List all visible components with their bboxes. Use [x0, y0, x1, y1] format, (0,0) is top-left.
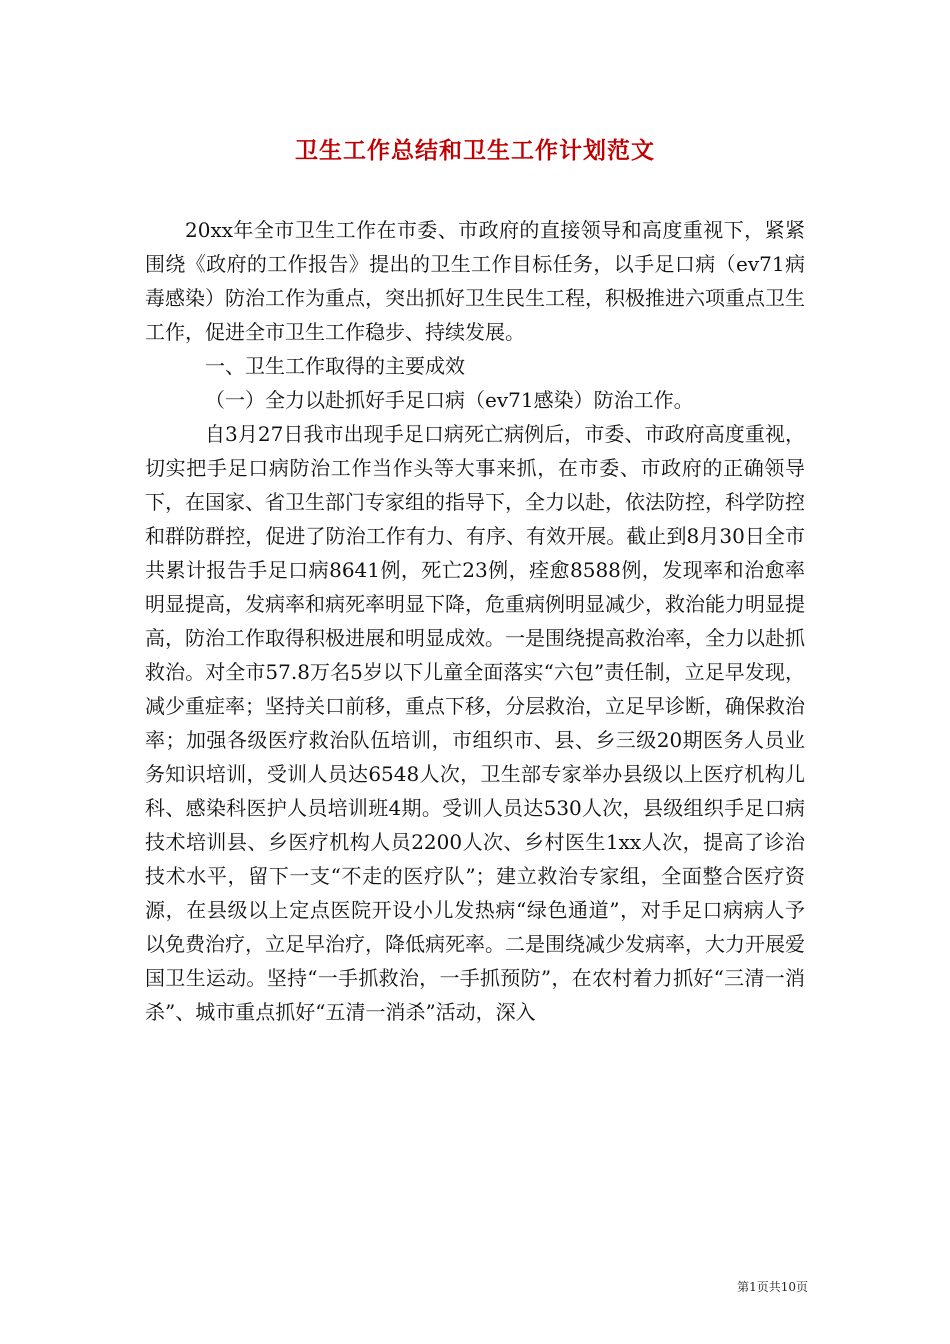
subsection-heading: （一）全力以赴抓好手足口病（ev71感染）防治工作。 [205, 388, 694, 412]
page-number: 第1页共10页 [737, 1280, 808, 1294]
paragraph-intro: 20xx年全市卫生工作在市委、市政府的直接领导和高度重视下，紧紧围绕《政府的工作报告》提出的卫生工作目标任务，以手足口病（ev71病毒感染）防治工作为重点，突出抓好卫生民生工程，积极推进六项重点卫生工作，促进全市卫生工作稳步、持续发展。 [145, 218, 805, 344]
section-heading: 一、卫生工作取得的主要成效 [205, 354, 465, 378]
paragraph-body: 自3月27日我市出现手足口病死亡病例后，市委、市政府高度重视，切实把手足口病防治工作当作头等大事来抓，在市委、市政府的正确领导下，在国家、省卫生部门专家组的指导下，全力以赴，依法防控，科学防控和群防群控，促进了防治工作有力、有序、有效开展。截止到8月30日全市共累计报告手足口病8641例，死亡23例，痊愈8588例，发现率和治愈率明显提高，发病率和病死率明显下降，危重病例明显减少，救治能力明显提高，防治工作取得积极进展和明显成效。一是围绕提高救治率，全力以赴抓救治。对全市57.8万名5岁以下儿童全面落实“六包”责任制，立足早发现，减少重症率；坚持关口前移，重点下移，分层救治，立足早诊断，确保救治率；加强各级医疗救治队伍培训，市组织市、县、乡三级20期医务人员业务知识培训，受训人员达6548人次，卫生部专家举办县级以上医疗机构儿科、感染科医护人员培训班4期。受训人员达530人次，县级组织手足口病技术培训县、乡医疗机构人员2200人次、乡村医生1xx人次，提高了诊治技术水平，留下一支“不走的医疗队”；建立救治专家组，全面整合医疗资源，在县级以上定点医院开设小儿发热病“绿色通道”，对手足口病病人予以免费治疗，立足早治疗，降低病死率。二是围绕减少发病率，大力开展爱国卫生运动。坚持“一手抓救治，一手抓预防”，在农村着力抓好“三清一消杀”、城市重点抓好“五清一消杀”活动，深入 [145, 422, 805, 1024]
document-title: 卫生工作总结和卫生工作计划范文 [295, 137, 655, 164]
document-body [145, 213, 805, 1029]
